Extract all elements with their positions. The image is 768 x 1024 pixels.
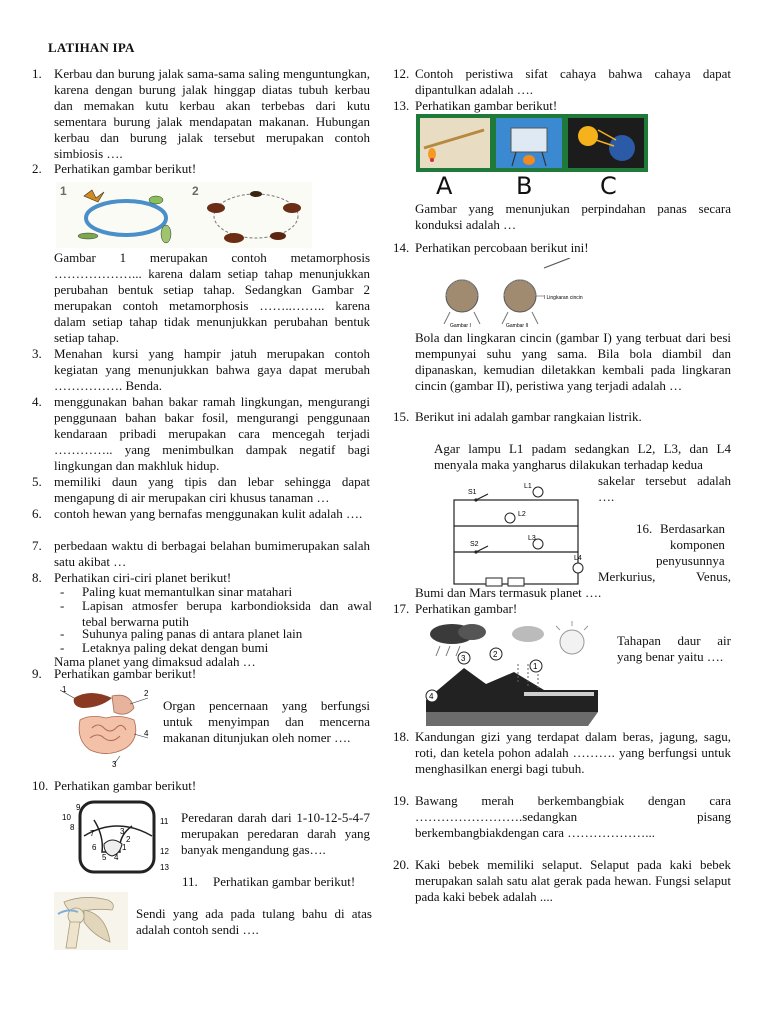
q4-text: menggunakan bahan bakar ramah lingkungan, mengurangi penggunaan bahan bakar fosil, mengurangi penggunaan kendaraan pribadi merupakan cara mencegah terjadi ………….. yang menimbulkan dampak negatif bagi lingkungan dan makhluk hidup. xyxy=(54,394,370,473)
q8-bullet-mark: - xyxy=(60,584,65,599)
q8-bullet-mark: - xyxy=(60,598,65,613)
q11-number: 11. xyxy=(182,874,198,889)
q8-text: Perhatikan ciri-ciri planet berikut! xyxy=(54,570,232,585)
vessel-label: 2 xyxy=(126,835,131,844)
organ-label: 2 xyxy=(144,689,149,698)
vessel-label: 8 xyxy=(70,823,75,832)
vessel-label: 4 xyxy=(114,853,119,862)
stage-label: 3 xyxy=(461,654,466,663)
shoulder-joint-figure xyxy=(54,892,128,950)
q5-number: 5. xyxy=(32,474,42,489)
q1-text: Kerbau dan burung jalak sama-sama saling menguntungkan, karena dengan burung jalak hinggap diatas tubuh kerbau dan memakan kutu kerbau akan terbebas dari kutu sementara burung jalak mendapatan makanan. Hubungan kerbau dan burung jalak tersebut merupakan contoh simbiosis …. xyxy=(54,66,370,161)
lamp-label: L4 xyxy=(574,555,582,562)
q16-text: Berdasarkan xyxy=(660,521,725,536)
option-letter-c: C xyxy=(600,172,617,196)
q8-bullet: Paling kuat memantulkan sinar matahari xyxy=(82,584,293,599)
q8-bullet: Lapisan atmosfer berupa karbondioksida dan awal tebal berwarna putih xyxy=(82,598,372,629)
q16-number: 16. xyxy=(636,521,653,536)
q15-instruction-end: sakelar tersebut adalah …. xyxy=(598,473,731,504)
stage-label: 2 xyxy=(493,650,498,659)
q9-question: Organ pencernaan yang berfungsi untuk menyimpan dan mencerna makanan ditunjukan oleh nomer …. xyxy=(163,698,370,745)
q7-text: perbedaan waktu di berbagai belahan bumimerupakan salah satu akibat … xyxy=(54,538,370,569)
vessel-label: 11 xyxy=(160,817,169,826)
organ-label: 1 xyxy=(62,685,67,694)
q9-text: Perhatikan gambar berikut! xyxy=(54,666,197,681)
vessel-label: 5 xyxy=(102,853,107,862)
q13-question: Gambar yang menunjukan perpindahan panas secara konduksi adalah … xyxy=(415,201,731,232)
q1-number: 1. xyxy=(32,66,42,81)
q19-text: …………………….sedangkan pisang xyxy=(415,809,731,824)
q2-body: Gambar 1 merupakan contoh metamorphosis ………………... karena dalam setiap tahap menunjukkan perubahan bentuk setiap tahap. Sedangkan Gambar 2 merupakan contoh metamorphosis ……..…….. karena dalam setiap tahap tidak menunjukkan perubahan bentuk setiap tahap. xyxy=(54,250,370,345)
q8-bullet: Letaknya paling dekat dengan bumi xyxy=(82,640,269,655)
stage-label: 4 xyxy=(429,692,434,701)
heat-transfer-figure xyxy=(416,114,648,196)
ball-ring-figure xyxy=(440,258,590,328)
q6-text: contoh hewan yang bernafas menggunakan kulit adalah …. xyxy=(54,506,363,521)
fig1-label: 1 xyxy=(60,184,67,198)
q6-number: 6. xyxy=(32,506,42,521)
q2-number: 2. xyxy=(32,161,42,176)
q3-text: Menahan kursi yang hampir jatuh merupakan contoh kegiatan yang menunjukkan bahwa gaya dapat merubah ……………. Benda. xyxy=(54,346,370,393)
q19-number: 19. xyxy=(393,793,410,808)
q19-text: Bawang merah berkembangbiak dengan cara xyxy=(415,793,731,808)
vessel-label: 12 xyxy=(160,847,169,856)
water-cycle-figure xyxy=(424,620,600,730)
ring-label: l Lingkaran cincin xyxy=(544,295,583,301)
figure-label-2: Gambar II xyxy=(506,323,529,328)
blood-circulation-figure xyxy=(56,796,178,876)
stage-label: 1 xyxy=(533,662,538,671)
q5-text: memiliki daun yang tipis dan lebar sehingga dapat mengapung di air merupakan ciri khusus tanaman … xyxy=(54,474,370,505)
vessel-label: 10 xyxy=(62,813,71,822)
option-letter-a: A xyxy=(436,172,453,196)
q14-text: Perhatikan percobaan berikut ini! xyxy=(415,240,589,255)
lamp-label: L1 xyxy=(524,483,532,490)
lamp-label: L3 xyxy=(528,535,536,542)
fig2-label: 2 xyxy=(192,184,199,198)
q18-number: 18. xyxy=(393,729,410,744)
q8-bullet-mark: - xyxy=(60,640,65,655)
q15-number: 15. xyxy=(393,409,410,424)
q13-number: 13. xyxy=(393,98,410,113)
q12-text: Contoh peristiwa sifat cahaya bahwa cahaya dapat dipantulkan adalah …. xyxy=(415,66,731,97)
q10-number: 10. xyxy=(32,778,49,793)
q17-question: Tahapan daur air yang benar yaitu …. xyxy=(617,633,731,664)
q10-text: Perhatikan gambar berikut! xyxy=(54,778,197,793)
organ-label: 4 xyxy=(144,729,149,738)
q10-question: Peredaran darah dari 1-10-12-5-4-7 merupakan peredaran darah yang banyak mengandung gas…. xyxy=(181,810,370,857)
q8-question: Nama planet yang dimaksud adalah … xyxy=(54,654,256,669)
vessel-label: 6 xyxy=(92,843,97,852)
organ-label: 3 xyxy=(112,760,117,768)
q7-number: 7. xyxy=(32,538,42,553)
lamp-label: L2 xyxy=(518,511,526,518)
q16-text: Merkurius, Venus, xyxy=(598,569,731,584)
q9-number: 9. xyxy=(32,666,42,681)
q17-number: 17. xyxy=(393,601,410,616)
figure-label-1: Gambar I xyxy=(450,323,471,328)
q19-text: berkembangbiakdengan cara ………………... xyxy=(415,825,656,840)
switch-label: S2 xyxy=(470,541,479,548)
q17-text: Perhatikan gambar! xyxy=(415,601,518,616)
metamorphosis-figure xyxy=(56,182,312,248)
q18-text: Kandungan gizi yang terdapat dalam beras, jagung, sagu, roti, dan ketela pohon adalah ………. yang berfungsi untuk menghasilkan energi bagi tubuh. xyxy=(415,729,731,776)
q14-question: Bola dan lingkaran cincin (gambar I) yang terbuat dari besi mempunyai suhu yang sama. Bila bola diambil dan dipanaskan, kemudian diletakkan kembali pada lingkaran cincin (gambar II), peristiwa yang terjadi adalah … xyxy=(415,330,731,393)
q15-instruction: Agar lampu L1 padam sedangkan L2, L3, dan L4 menyala maka yangharus dilakukan terhadap kedua xyxy=(434,441,731,472)
q16-text: komponen xyxy=(670,537,725,552)
option-letter-b: B xyxy=(516,172,533,196)
electric-circuit-figure xyxy=(448,480,594,588)
q2-text: Perhatikan gambar berikut! xyxy=(54,161,197,176)
q20-text: Kaki bebek memiliki selaput. Selaput pada kaki bebek merupakan salah satu alat gerak pada hewan. Fungsi selaput pada kaki bebek adalah .... xyxy=(415,857,731,904)
vessel-label: 9 xyxy=(76,803,81,812)
q8-number: 8. xyxy=(32,570,42,585)
q11-text: Perhatikan gambar berikut! xyxy=(213,874,356,889)
switch-label: S1 xyxy=(468,489,477,496)
q8-bullet: Suhunya paling panas di antara planet lain xyxy=(82,626,303,641)
digestive-system-figure xyxy=(60,684,152,768)
vessel-label: 7 xyxy=(90,829,95,838)
q15-text: Berikut ini adalah gambar rangkaian listrik. xyxy=(415,409,642,424)
q3-number: 3. xyxy=(32,346,42,361)
page-title: LATIHAN IPA xyxy=(48,40,135,55)
q16-question: Bumi dan Mars termasuk planet …. xyxy=(415,585,602,600)
vessel-label: 3 xyxy=(120,827,125,836)
q12-number: 12. xyxy=(393,66,410,81)
q16-text: penyusunnya xyxy=(656,553,725,568)
q11-question: Sendi yang ada pada tulang bahu di atas adalah contoh sendi …. xyxy=(136,906,372,937)
vessel-label: 13 xyxy=(160,863,169,872)
q14-number: 14. xyxy=(393,240,410,255)
vessel-label: 1 xyxy=(122,843,127,852)
q8-bullet-mark: - xyxy=(60,626,65,641)
q4-number: 4. xyxy=(32,394,42,409)
q13-text: Perhatikan gambar berikut! xyxy=(415,98,558,113)
q20-number: 20. xyxy=(393,857,410,872)
